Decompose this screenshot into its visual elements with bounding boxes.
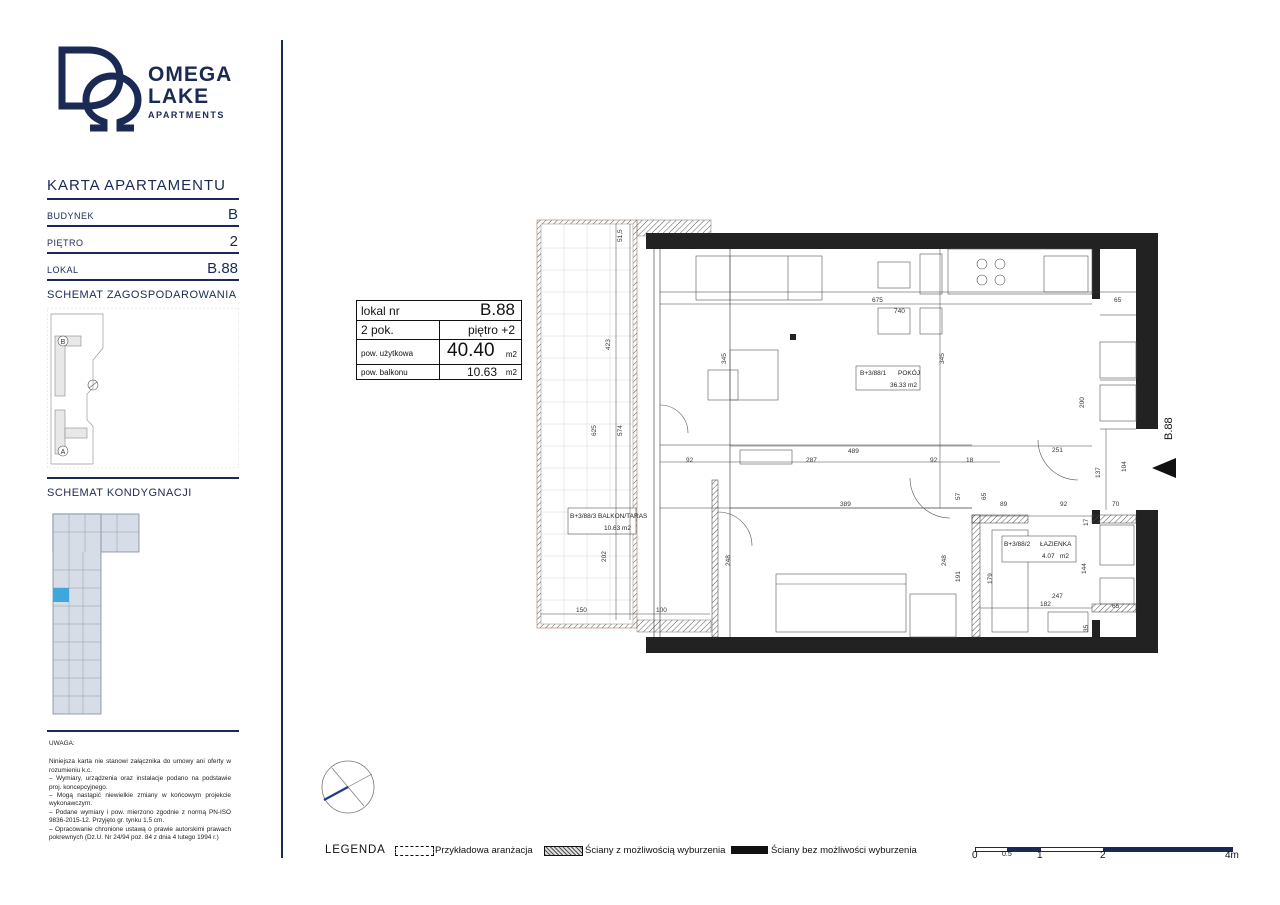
legend-item-arrangement: Przykładowa aranżacja [435,845,533,856]
divider-line [47,198,239,200]
legend-title: LEGENDA [325,844,386,856]
dim-247: 247 [1052,593,1063,600]
bathroom-area: 4.07 [1042,553,1055,560]
dim-70: 70 [1112,501,1120,508]
dim-65b: 65 [981,492,988,500]
note-line: – Podane wymiary i pow. mierzono zgodnie z normą PN-ISO 9836-2015-12. Przyjęto gr. tynku 1,5 cm. [49,808,231,825]
dim-489: 489 [848,448,859,455]
room-labels [568,366,1076,562]
bathroom-code: B+3/88/2 [1004,541,1031,548]
balcony-unit: m2 [622,525,632,532]
usable-area-unit: m2 [505,350,517,359]
dim-18: 18 [966,457,974,464]
site-plan-title: SCHEMAT ZAGOSPODAROWANIA [47,289,237,301]
entrance-label: B.88 [1163,417,1175,440]
building-b-label: B [60,339,66,346]
dim-574: 574 [617,425,624,436]
dimension-values [576,229,1128,632]
bathroom-name: ŁAZIENKA [1040,541,1072,548]
unit-value: B.88 [207,260,238,277]
note-line: – Opracowanie chronione ustawą o prawie autorskimi prawach pokrewnych (Dz.U. Nr 24/94 poz. 84 z dnia 4 lutego 1994 r.) [49,825,231,842]
entrance-arrow-icon [1152,458,1176,478]
building-label: BUDYNEK [47,211,95,221]
unit-label: LOKAL [47,265,79,275]
card-title: KARTA APARTAMENTU [47,177,226,194]
highlighted-unit-marker [53,588,69,602]
dim-515: 51,5 [617,229,624,242]
apartment-floor-plan [300,200,1200,670]
site-plan-diagram [47,308,239,468]
dim-675: 675 [872,297,883,304]
dim-89: 89 [1000,501,1008,508]
bathroom-unit: m2 [1060,553,1070,560]
floor-row [47,230,239,254]
unit-info-box [356,300,522,380]
logo-mark-icon [58,44,148,136]
dim-202: 202 [601,551,608,562]
dim-625: 625 [591,425,598,436]
floor-value: 2 [229,233,238,250]
balcony-area: 10.63 [604,525,621,532]
dim-740: 740 [894,308,905,315]
dim-389: 389 [840,501,851,508]
dim-179: 179 [987,573,994,584]
balcony-area-value: 10.63 [467,365,498,379]
dim-144: 144 [1081,563,1088,574]
usable-area-value: 40.40 [447,340,495,361]
unit-row [47,257,239,281]
scale-4m: 4m [1225,850,1239,861]
balcony-name: BALKON/TARAS [598,513,648,520]
omega-lake-logo [58,44,258,139]
dim-182: 182 [1040,601,1051,608]
note-line: – Wymiary, urządzenia oraz instalacje podano na podstawie proj. koncepcyjnego. [49,775,231,791]
legend-swatch-removable-walls [544,846,583,856]
dim-65a: 65 [1114,297,1122,304]
scale-bar [972,843,1242,865]
unit-number-label: lokal nr [361,304,400,318]
dim-248a: 248 [725,555,732,566]
dim-104: 104 [1121,461,1128,472]
dim-35: 35 [1083,624,1090,632]
dim-100: 100 [656,607,667,614]
building-a-label: A [60,449,66,456]
note-line: – Mogą nastąpić niewielkie zmiany w końcowym projekcie wykonawczym. [49,792,231,808]
legend-swatch-bearing-walls [731,846,768,854]
dim-92a: 92 [686,457,694,464]
divider-line [47,477,239,479]
floor-plan-mini-diagram [47,512,147,717]
bearing-walls [646,233,1158,653]
logo-word-lake: LAKE [148,85,210,108]
living-room-area: 36.33 [890,382,907,389]
legend-swatch-arrangement [395,846,434,856]
scale-0: 0 [972,850,978,861]
dim-251: 251 [1052,447,1063,454]
balcony-area-unit: m2 [505,368,517,377]
dim-137: 137 [1095,467,1102,478]
building-row [47,203,239,227]
dim-423: 423 [605,339,612,350]
vertical-divider [281,40,283,858]
dim-92c: 92 [1060,501,1068,508]
floor-plan-title: SCHEMAT KONDYGNACJI [47,487,192,499]
balcony-area [537,220,711,632]
usable-area-label: pow. użytkowa [361,349,414,358]
unit-number-value: B.88 [480,300,515,319]
dim-200: 200 [1079,397,1086,408]
dim-150: 150 [576,607,587,614]
logo-word-omega: OMEGA [148,63,233,86]
dim-287: 287 [806,457,817,464]
dim-92b: 92 [930,457,938,464]
legend [325,842,925,862]
living-room-code: B+3/88/1 [860,370,887,377]
scale-05: 0.5 [1002,851,1012,858]
dim-345a: 345 [721,353,728,364]
balcony-area-label: pow. balkonu [361,368,408,377]
scale-2: 2 [1100,850,1106,861]
dim-191: 191 [955,571,962,582]
scale-1: 1 [1037,850,1043,861]
north-compass-icon [318,760,382,816]
dim-17: 17 [1083,518,1090,526]
dim-65c: 65 [1112,603,1120,610]
dim-248b: 248 [941,555,948,566]
divider-line [47,730,239,732]
logo-word-apartments: APARTMENTS [148,110,225,120]
living-room-unit: m2 [908,382,918,389]
floor-label: PIĘTRO [47,238,84,248]
building-value: B [227,206,238,223]
note-line: Niniejsza karta nie stanowi załącznika do umowy ani oferty w rozumieniu k.c. [49,758,231,774]
living-room-name: POKÓJ [898,370,921,377]
legend-item-bearing-walls: Ściany bez możliwości wyburzenia [771,845,917,856]
legend-item-removable-walls: Ściany z możliwością wyburzenia [585,845,726,856]
room-count: 2 pok. [361,323,394,337]
note-title: UWAGA: [49,740,75,747]
dim-57: 57 [955,492,962,500]
disclaimer-note [49,740,231,842]
dim-345b: 345 [939,353,946,364]
floor-number: piętro +2 [467,323,515,337]
balcony-code: B+3/88/3 [570,513,597,520]
